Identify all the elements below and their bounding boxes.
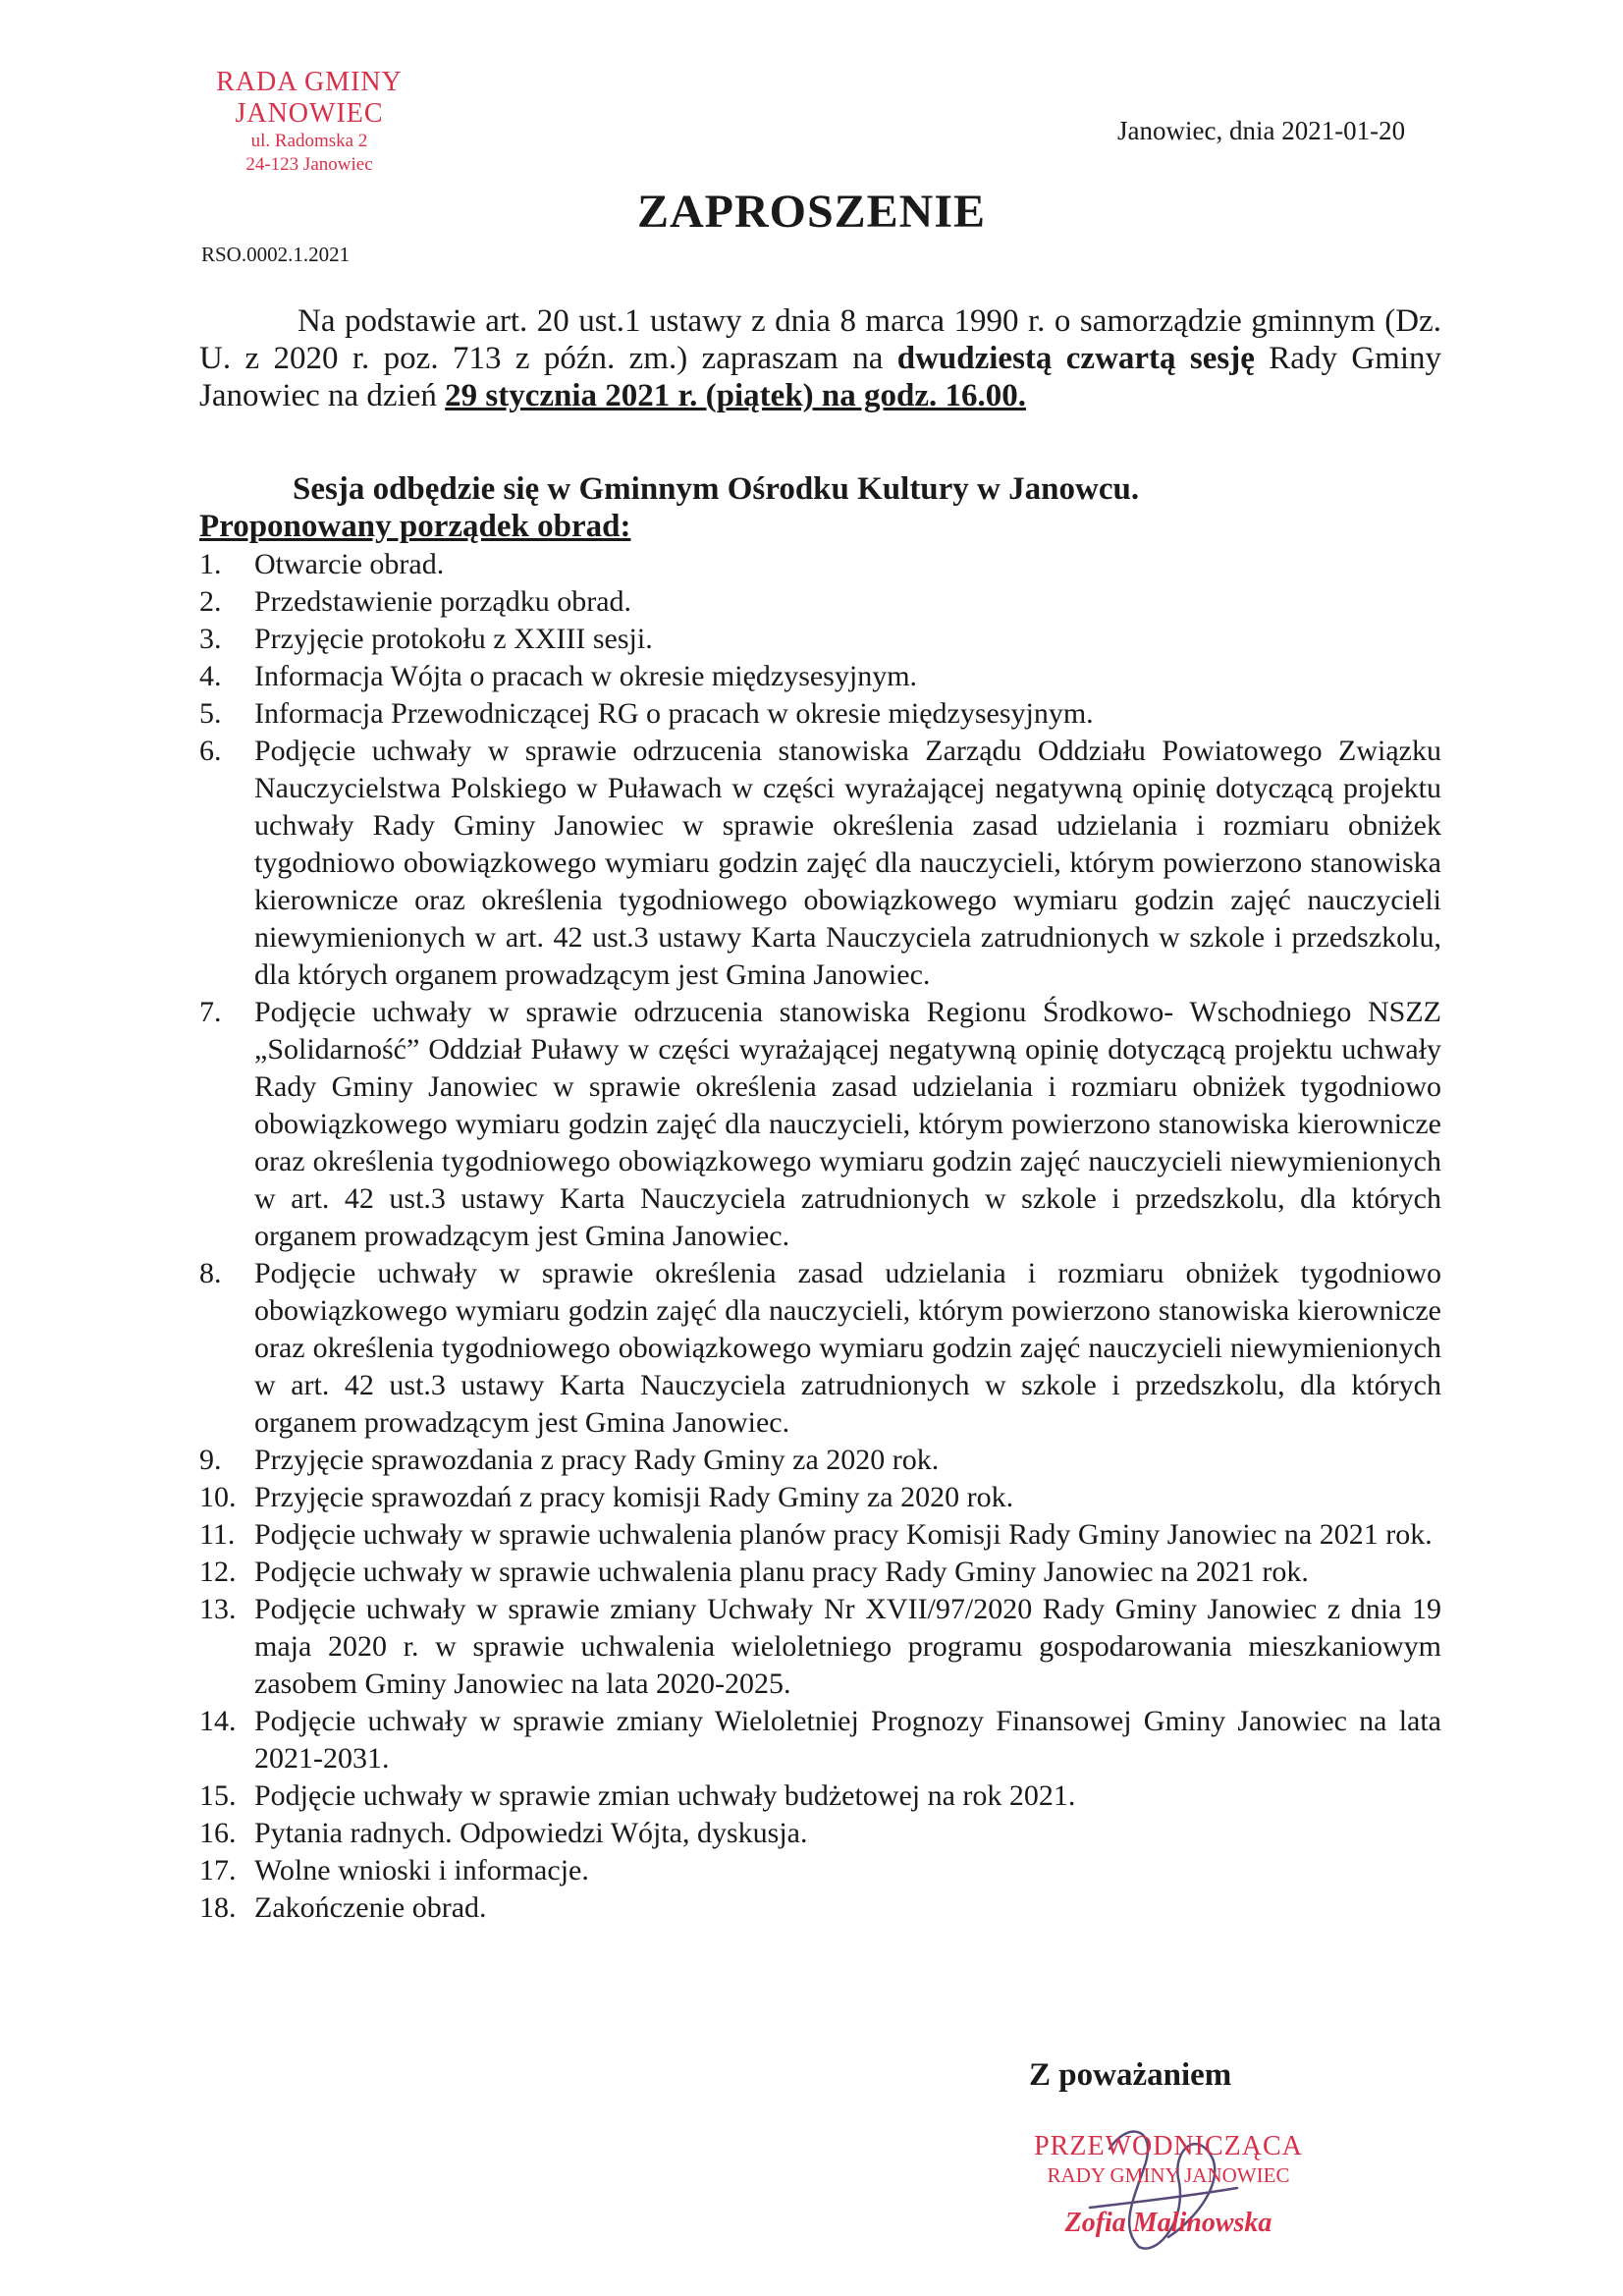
agenda-item-text: Podjęcie uchwały w sprawie zmian uchwały budżetowej na rok 2021. [254,1779,1076,1812]
reference-number: RSO.0002.1.2021 [201,243,351,266]
signature-title: PRZEWODNICZĄCA [1034,2131,1303,2161]
agenda-item [199,1516,1441,1554]
stamp-line-1: RADA GMINY [216,67,403,97]
agenda-item-text: Przyjęcie sprawozdania z pracy Rady Gminy za 2020 rok. [254,1444,940,1476]
agenda-item-text: Przedstawienie porządku obrad. [254,585,632,618]
agenda-item-text: Informacja Wójta o pracach w okresie międzysesyjnym. [254,660,918,692]
agenda-item [199,546,1441,583]
signature-name: Zofia Malinowska [1064,2208,1272,2238]
agenda-item-number: 6. [199,735,222,767]
agenda-item-text: Podjęcie uchwały w sprawie odrzucenia stanowiska Zarządu Oddziału Powiatowego Związku Nauczycielstwa Polskiego w Puławach w części wyrażającej negatywną opinię dotyczącą projektu uchwały Rady Gminy Janowiec w sprawie określenia zasad udzielania i rozmiaru obniżek tygodniowo obowiązkowego wymiaru godzin zajęć dla nauczycieli, którym powierzono stanowiska kierownicze oraz określenia tygodniowego obowiązkowego wymiaru godzin zajęć nauczycieli niewymienionych w art. 42 ust.3 ustawy Karta Nauczyciela zatrudnionych w szkole i przedszkolu, dla których organem prowadzącym jest Gmina Janowiec. [254,735,1441,991]
agenda-item-number: 10. [199,1481,237,1513]
agenda-item-text: Informacja Przewodniczącej RG o pracach w okresie międzysesyjnym. [254,697,1094,730]
intro-session-bold: dwudziestą czwartą sesję [896,341,1255,376]
agenda-item-number: 7. [199,996,222,1028]
agenda-item [199,733,1441,994]
stamp-line-2: JANOWIEC [235,98,384,129]
agenda-item-number: 2. [199,585,222,618]
agenda-item [199,1591,1441,1703]
agenda-item [199,1479,1441,1516]
agenda-item-text: Przyjęcie protokołu z XXIII sesji. [254,623,653,655]
agenda-item-text: Otwarcie obrad. [254,548,445,580]
agenda-item-number: 3. [199,623,222,655]
signature-org: RADY GMINY JANOWIEC [1047,2163,1290,2187]
intro-date-underlined: 29 stycznia 2021 r. (piątek) na godz. 16.00. [445,378,1027,413]
agenda-item-text: Podjęcie uchwały w sprawie uchwalenia planów pracy Komisji Rady Gminy Janowiec na 2021 rok. [254,1518,1433,1551]
agenda-item-number: 4. [199,660,222,692]
agenda-list [199,546,1441,1927]
agenda-item [199,1554,1441,1591]
agenda-item [199,658,1441,695]
agenda-item [199,1852,1441,1889]
stamp-line-4: 24-123 Janowiec [245,154,373,175]
agenda-item [199,621,1441,658]
stamp-line-3: ul. Radomska 2 [250,131,368,151]
agenda-item-number: 15. [199,1779,237,1812]
agenda-item-number: 5. [199,697,222,730]
document-date: Janowiec, dnia 2021-01-20 [1117,116,1406,145]
agenda-item-number: 12. [199,1556,237,1588]
agenda-item-number: 18. [199,1891,237,1924]
agenda-item [199,1815,1441,1852]
venue-line: Sesja odbędzie się w Gminnym Ośrodku Kultury w Janowcu. [293,471,1140,507]
closing-text: Z poważaniem [1029,2057,1232,2093]
agenda-item-number: 8. [199,1257,222,1289]
agenda-item [199,1777,1441,1815]
agenda-item-text: Podjęcie uchwały w sprawie zmiany Uchwały Nr XVII/97/2020 Rady Gminy Janowiec z dnia 19 maja 2020 r. w sprawie uchwalenia wieloletniego programu gospodarowania mieszkaniowym zasobem Gminy Janowiec na lata 2020-2025. [254,1593,1441,1700]
agenda-item-number: 11. [199,1518,236,1551]
agenda-item-text: Wolne wnioski i informacje. [254,1854,589,1886]
agenda-item-number: 16. [199,1817,237,1849]
agenda-item-text: Przyjęcie sprawozdań z pracy komisji Rady Gminy za 2020 rok. [254,1481,1014,1513]
intro-paragraph [199,302,1441,414]
agenda-item-text: Zakończenie obrad. [254,1891,487,1924]
agenda-item-number: 9. [199,1444,222,1476]
agenda-item-number: 17. [199,1854,237,1886]
agenda-item [199,1703,1441,1777]
signature-stamp [1021,2131,1316,2245]
agenda-item [199,1889,1441,1927]
agenda-item-text: Podjęcie uchwały w sprawie zmiany Wieloletniej Prognozy Finansowej Gminy Janowiec na lata 2021-2031. [254,1705,1441,1775]
intro-part-1: Na podstawie art. 20 ust.1 ustawy z dnia 8 marca 1990 r. o samorządzie gminnym (Dz. U. z 2020 r. poz. 713 z późn. zm.) zapraszam na [199,303,1441,376]
intro-part-2: Rady Gminy Janowiec na dzień [199,341,1441,413]
agenda-item [199,1442,1441,1479]
agenda-item-number: 14. [199,1705,237,1737]
agenda-item-text: Podjęcie uchwały w sprawie odrzucenia stanowiska Regionu Środkowo- Wschodniego NSZZ „Solidarność” Oddział Puławy w części wyrażającej negatywną opinię dotyczącą projektu uchwały Rady Gminy Janowiec w sprawie określenia zasad udzielania i rozmiaru obniżek tygodniowo obowiązkowego wymiaru godzin zajęć dla nauczycieli, którym powierzono stanowiska kierownicze oraz określenia tygodniowego obowiązkowego wymiaru godzin zajęć nauczycieli niewymienionych w art. 42 ust.3 ustawy Karta Nauczyciela zatrudnionych w szkole i przedszkolu, dla których organem prowadzącym jest Gmina Janowiec. [254,996,1441,1252]
agenda-item [199,583,1441,621]
agenda-item-number: 13. [199,1593,237,1625]
agenda-item-number: 1. [199,548,222,580]
agenda-item-text: Podjęcie uchwały w sprawie uchwalenia planu pracy Rady Gminy Janowiec na 2021 rok. [254,1556,1309,1588]
agenda-heading: Proponowany porządek obrad: [199,509,631,544]
agenda-item [199,1255,1441,1442]
council-header-stamp [191,67,427,177]
document-title: ZAPROSZENIE [636,186,987,238]
agenda-item-text: Podjęcie uchwały w sprawie określenia zasad udzielania i rozmiaru obniżek tygodniowo obowiązkowego wymiaru godzin zajęć dla nauczycieli, którym powierzono stanowiska kierownicze oraz określenia tygodniowego obowiązkowego wymiaru godzin zajęć nauczycieli niewymienionych w art. 42 ust.3 ustawy Karta Nauczyciela zatrudnionych w szkole i przedszkolu, dla których organem prowadzącym jest Gmina Janowiec. [254,1257,1441,1439]
agenda-item-text: Pytania radnych. Odpowiedzi Wójta, dyskusja. [254,1817,808,1849]
agenda-item [199,695,1441,733]
agenda-item [199,994,1441,1255]
